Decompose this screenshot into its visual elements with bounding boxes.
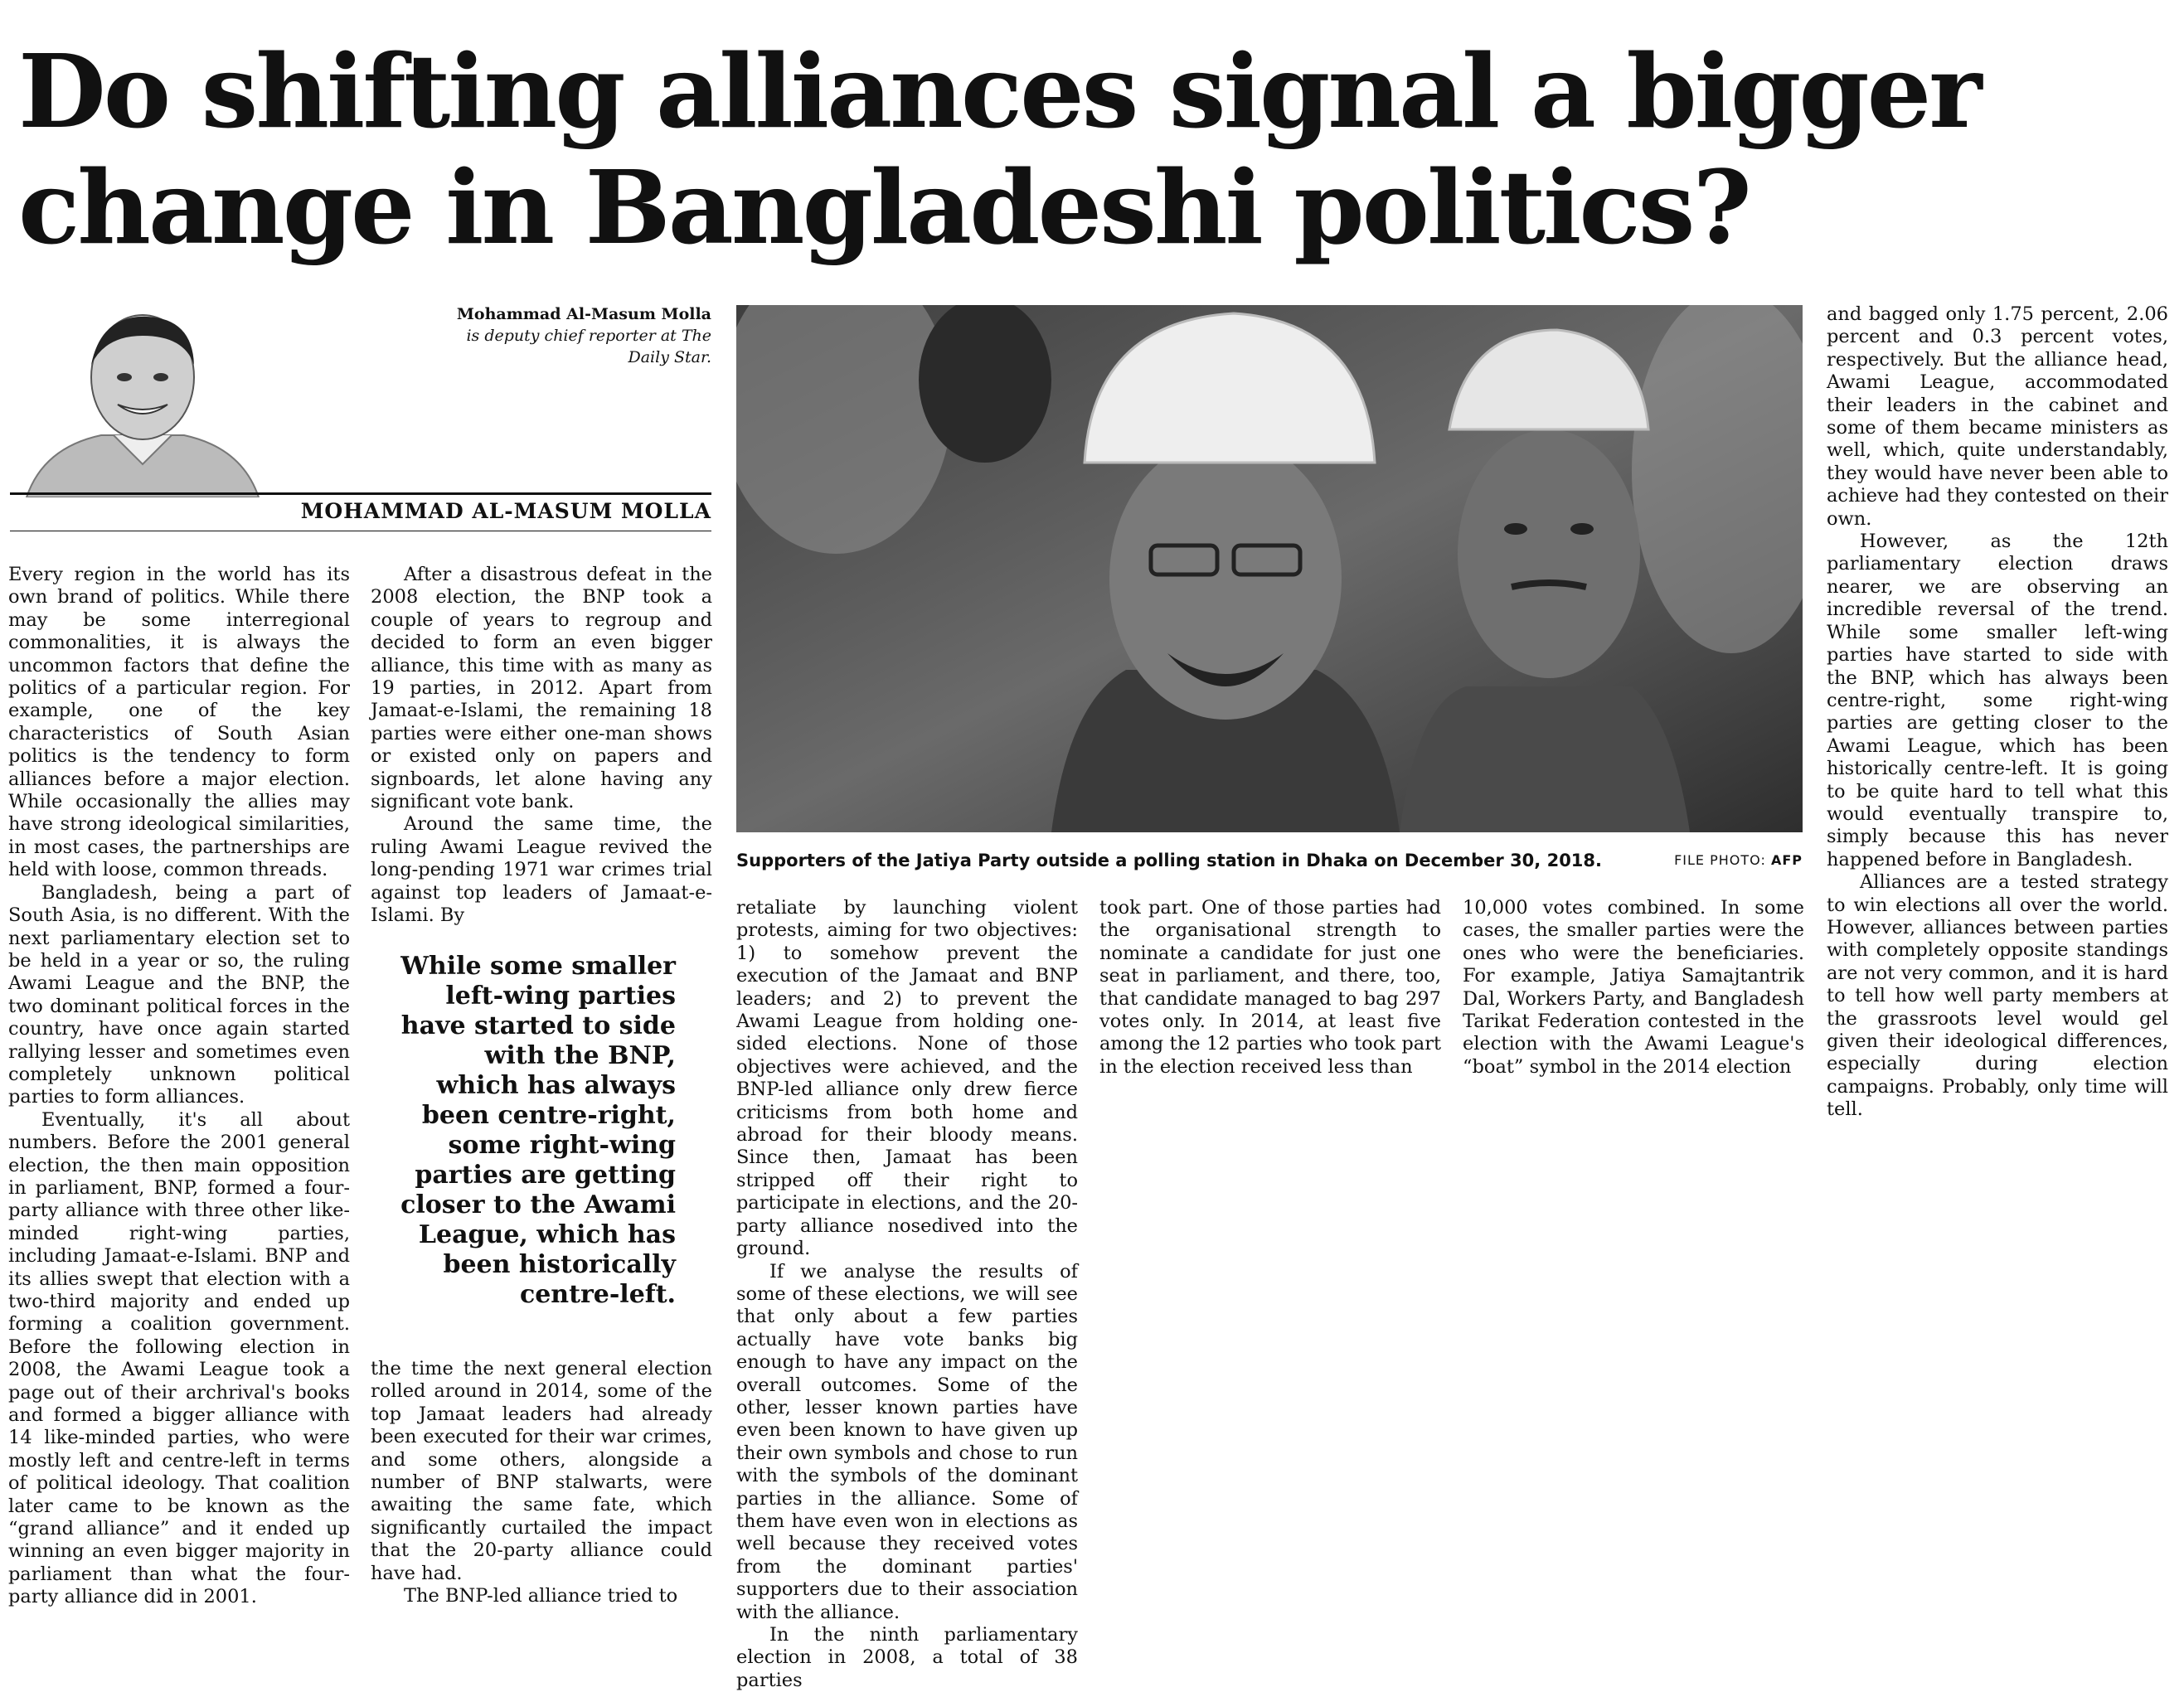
article-column-1 bbox=[8, 564, 350, 1609]
author-credit-name: Mohammad Al-Masum Molla bbox=[456, 305, 711, 323]
paragraph: the time the next general election rolled around in 2014, some of the top Jamaat leaders had already been executed for their war crimes, and some others, alongside a number of BNP stalwarts, were awaiting the same fate, which significantly curtailed the impact that the 20-party alliance could have had. bbox=[371, 1358, 712, 1584]
author-credit-line1: is deputy chief reporter at The bbox=[466, 327, 711, 345]
paragraph: 10,000 votes combined. In some cases, the smaller parties were the ones who were the beneficiaries. For example, Jatiya Samajtantrik Dal, Workers Party, and Bangladesh Tarikat Federation contested in the election with the Awami League's “boat” symbol in the 2014 election bbox=[1463, 897, 1804, 1078]
paragraph: Bangladesh, being a part of South Asia, is no different. With the next parliamentary election set to be held in a year or so, the ruling Awami League and the BNP, the two dominant political forces in the country, have once again started rallying lesser and sometimes even completely unknown political parties to form alliances. bbox=[8, 881, 350, 1108]
paragraph: In the ninth parliamentary election in 2008, a total of 38 parties bbox=[736, 1624, 1078, 1691]
caption-text: Supporters of the Jatiya Party outside a polling station in Dhaka on December 30, 2018. bbox=[736, 851, 1603, 870]
article-column-4 bbox=[1099, 897, 1441, 1079]
author-credit-line2: Daily Star. bbox=[628, 348, 711, 366]
paragraph: After a disastrous defeat in the 2008 election, the BNP took a couple of years to regroup and decided to form an even bigger alliance, this time with as many as 19 parties, in 2012. Apart from Jamaat-e-Islami, the remaining 18 parties were either one-man shows or existed only on papers and signboards, let alone having any significant vote bank. bbox=[371, 564, 712, 813]
headline: Do shifting alliances signal a bigger change in Bangladeshi politics? bbox=[18, 32, 1980, 267]
paragraph: and bagged only 1.75 percent, 2.06 percent and 0.3 percent votes, respectively. But the alliance head, Awami League, accommodated their leaders in the cabinet and some of them became ministers as well, which, quite understandably, they would have never been able to achieve had they contested on their own. bbox=[1827, 303, 2168, 530]
paragraph: Eventually, it's all about numbers. Before the 2001 general election, the then main opposition in parliament, BNP, formed a four-party alliance with three other like-minded right-wing parties, including Jamaat-e-Islami. BNP and its allies swept that election with a two-third majority and ended up forming a coalition government. Before the following election in 2008, the Awami League took a page out of their archrival's books and formed a bigger alliance with 14 like-minded parties, who were mostly left and centre-left in terms of political ideology. That coalition later came to be known as the “grand alliance” and it ended up winning an even bigger majority in parliament than what the four-party alliance did in 2001. bbox=[8, 1108, 350, 1608]
paragraph: took part. One of those parties had the organisational strength to nominate a candidate for just one seat in parliament, and there, too, that candidate managed to bag 297 votes only. In 2014, at least five among the 12 parties who took part in the election received less than bbox=[1099, 897, 1441, 1078]
author-credit bbox=[357, 303, 711, 368]
photo-caption bbox=[736, 851, 1803, 877]
photo-credit bbox=[1674, 852, 1803, 868]
article-column-2-top bbox=[371, 564, 712, 928]
paragraph: retaliate by launching violent protests, aiming for two objectives: 1) to somehow prevent the execution of the Jamaat and BNP leaders; and 2) to prevent the Awami League from holding one-sided elections. None of those objectives were achieved, and the BNP-led alliance only drew fierce criticisms from both home and abroad for their bloody means. Since then, Jamaat has been stripped off their right to participate in elections, and the 20-party alliance nosedived into the ground. bbox=[736, 897, 1078, 1260]
pull-quote: While some smaller left-wing parties have started to side with the BNP, which has always been centre-right, some right-wing parties are getting closer to the Awami League, which has been historically centre-left. bbox=[400, 952, 676, 1309]
photo-credit-source: AFP bbox=[1770, 852, 1803, 868]
author-name-banner: MOHAMMAD AL-MASUM MOLLA bbox=[300, 499, 711, 523]
paragraph: Around the same time, the ruling Awami League revived the long-pending 1971 war crimes trial against top leaders of Jamaat-e-Islami. By bbox=[371, 813, 712, 927]
author-portrait bbox=[10, 298, 275, 531]
paragraph: Alliances are a tested strategy to win elections all over the world. However, alliances between parties with completely opposite standings are not very common, and it is hard to tell how well party members at the grassroots level would gel given their ideological differences, especially during election campaigns. Probably, only time will tell. bbox=[1827, 871, 2168, 1121]
paragraph: If we analyse the results of some of these elections, we will see that only about a few parties actually have vote banks big enough to have any impact on the overall outcomes. Some of the other, lesser known parties have even been known to have given up their own symbols and chose to run with the symbols of the dominant parties in the alliance. Some of them have even won in elections as well because they received votes from the dominant parties' supporters due to their association with the alliance. bbox=[736, 1260, 1078, 1623]
news-photo-image bbox=[736, 305, 1803, 832]
paragraph: However, as the 12th parliamentary election draws nearer, we are observing an incredible reversal of the trend. While some smaller left-wing parties have started to side with the BNP, which has always been centre-right, some right-wing parties are getting closer to the Awami League, which has been historically centre-left. It is going to be quite hard to tell what this would eventually transpire to, simply because this has never happened before in Bangladesh. bbox=[1827, 531, 2168, 870]
photo-credit-label: FILE PHOTO: bbox=[1674, 852, 1766, 868]
author-rule-top bbox=[10, 492, 711, 495]
news-photo bbox=[736, 305, 1803, 832]
article-column-6 bbox=[1827, 303, 2168, 1122]
paragraph: Every region in the world has its own brand of politics. While there may be some interregional commonalities, it is always the uncommon factors that define the politics of a particular region. For example, one of the key characteristics of South Asian politics is the tendency to form alliances before a major election. While occasionally the allies may have strong ideological similarities, in most cases, the partnerships are held with loose, common threads. bbox=[8, 564, 350, 881]
article-column-5 bbox=[1463, 897, 1804, 1079]
article-column-3 bbox=[736, 897, 1078, 1692]
paragraph: The BNP-led alliance tried to bbox=[404, 1585, 678, 1607]
article-column-2-bottom bbox=[371, 1358, 712, 1607]
